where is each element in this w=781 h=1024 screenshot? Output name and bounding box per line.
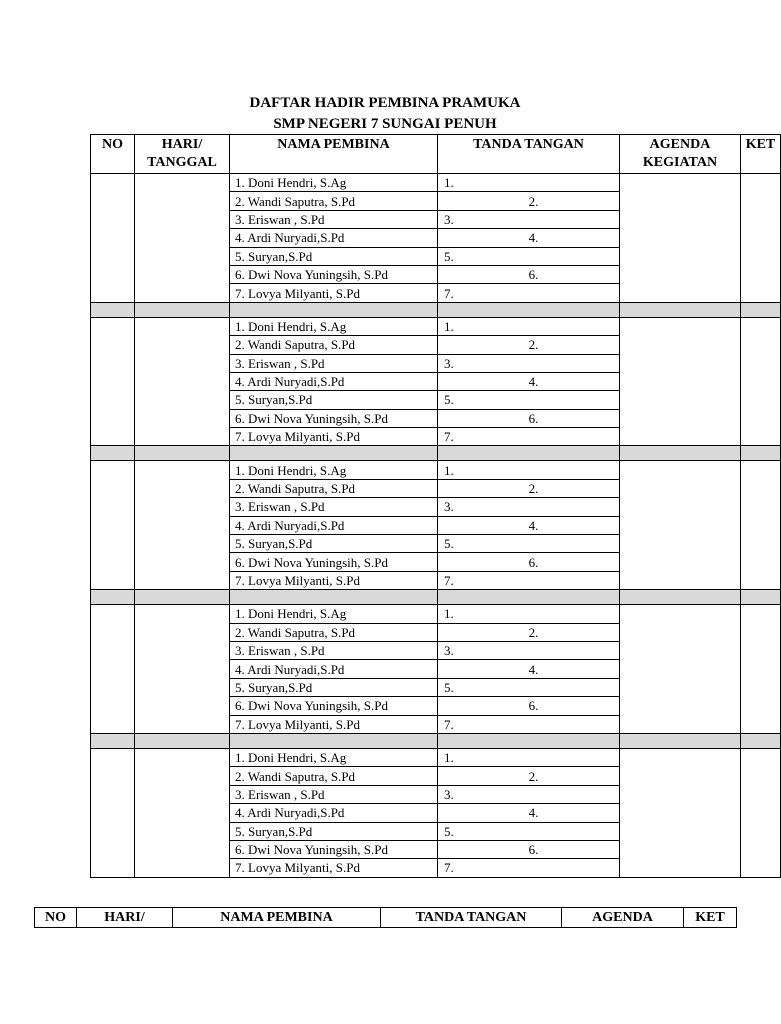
pembina-name-cell: 1. Doni Hendri, S.Ag bbox=[230, 317, 438, 335]
ket-cell[interactable] bbox=[741, 605, 781, 734]
signature-number: 4. bbox=[528, 374, 539, 390]
header-no: NO bbox=[91, 135, 135, 174]
ket-cell[interactable] bbox=[741, 174, 781, 303]
ket-cell[interactable] bbox=[741, 748, 781, 877]
signature-cell[interactable] bbox=[438, 785, 620, 803]
no-cell[interactable] bbox=[91, 605, 135, 734]
bottom-header-row bbox=[35, 908, 737, 928]
pembina-name-cell: 3. Eriswan , S.Pd bbox=[230, 498, 438, 516]
pembina-name-cell: 1. Doni Hendri, S.Ag bbox=[230, 461, 438, 479]
pembina-name-cell: 1. Doni Hendri, S.Ag bbox=[230, 748, 438, 766]
pembina-name-cell: 2. Wandi Saputra, S.Pd bbox=[230, 336, 438, 354]
signature-cell[interactable] bbox=[438, 317, 620, 335]
signature-number: 3. bbox=[444, 499, 454, 515]
header-hari-line1: HARI/ bbox=[161, 137, 203, 152]
table-row bbox=[91, 174, 781, 192]
hari-tanggal-cell[interactable] bbox=[135, 748, 230, 877]
separator-cell bbox=[91, 590, 135, 605]
signature-cell[interactable] bbox=[438, 229, 620, 247]
pembina-name-cell: 4. Ardi Nuryadi,S.Pd bbox=[230, 229, 438, 247]
separator-cell bbox=[135, 590, 230, 605]
attendance-body bbox=[91, 174, 781, 878]
pembina-name-cell: 5. Suryan,S.Pd bbox=[230, 391, 438, 409]
document-subtitle: SMP NEGERI 7 SUNGAI PENUH bbox=[273, 116, 497, 132]
signature-number: 5. bbox=[444, 392, 454, 408]
header-nama-pembina: NAMA PEMBINA bbox=[230, 135, 438, 174]
pembina-name-cell: 2. Wandi Saputra, S.Pd bbox=[230, 479, 438, 497]
hari-tanggal-cell[interactable] bbox=[135, 461, 230, 590]
pembina-name-cell: 3. Eriswan , S.Pd bbox=[230, 354, 438, 372]
signature-cell[interactable] bbox=[438, 697, 620, 715]
signature-number: 4. bbox=[528, 517, 539, 533]
pembina-name-cell: 5. Suryan,S.Pd bbox=[230, 247, 438, 265]
signature-cell[interactable] bbox=[438, 372, 620, 390]
signature-number: 6. bbox=[528, 410, 539, 426]
separator-cell bbox=[438, 733, 620, 748]
pembina-name-cell: 6. Dwi Nova Yuningsih, S.Pd bbox=[230, 697, 438, 715]
signature-number: 4. bbox=[528, 805, 539, 821]
signature-number: 2. bbox=[528, 337, 539, 353]
signature-cell[interactable] bbox=[438, 748, 620, 766]
pembina-name-cell: 3. Eriswan , S.Pd bbox=[230, 210, 438, 228]
signature-number: 4. bbox=[528, 661, 539, 677]
signature-number: 7. bbox=[444, 716, 454, 732]
pembina-name-cell: 6. Dwi Nova Yuningsih, S.Pd bbox=[230, 265, 438, 283]
bottom-header-tanda-tangan: TANDA TANGAN bbox=[381, 908, 562, 928]
signature-cell[interactable] bbox=[438, 336, 620, 354]
signature-number: 3. bbox=[444, 786, 454, 802]
separator-cell bbox=[91, 302, 135, 317]
bottom-header-hari: HARI/ bbox=[77, 908, 173, 928]
agenda-kegiatan-cell[interactable] bbox=[620, 461, 741, 590]
pembina-name-cell: 6. Dwi Nova Yuningsih, S.Pd bbox=[230, 409, 438, 427]
signature-cell[interactable] bbox=[438, 605, 620, 623]
separator-cell bbox=[620, 302, 741, 317]
pembina-name-cell: 2. Wandi Saputra, S.Pd bbox=[230, 767, 438, 785]
signature-number: 4. bbox=[528, 230, 539, 246]
pembina-name-cell: 2. Wandi Saputra, S.Pd bbox=[230, 623, 438, 641]
signature-cell[interactable] bbox=[438, 210, 620, 228]
signature-number: 6. bbox=[528, 554, 539, 570]
separator-cell bbox=[230, 733, 438, 748]
pembina-name-cell: 4. Ardi Nuryadi,S.Pd bbox=[230, 660, 438, 678]
pembina-name-cell: 3. Eriswan , S.Pd bbox=[230, 641, 438, 659]
separator-cell bbox=[438, 446, 620, 461]
signature-number: 2. bbox=[528, 624, 539, 640]
separator-cell bbox=[91, 446, 135, 461]
separator-cell bbox=[230, 446, 438, 461]
signature-number: 1. bbox=[444, 750, 454, 766]
separator-cell bbox=[135, 446, 230, 461]
signature-number: 7. bbox=[444, 860, 454, 876]
signature-cell[interactable] bbox=[438, 428, 620, 446]
separator-cell bbox=[620, 733, 741, 748]
no-cell[interactable] bbox=[91, 174, 135, 303]
signature-number: 3. bbox=[444, 643, 454, 659]
signature-number: 1. bbox=[444, 318, 454, 334]
signature-number: 5. bbox=[444, 823, 454, 839]
agenda-kegiatan-cell[interactable] bbox=[620, 748, 741, 877]
separator-cell bbox=[438, 590, 620, 605]
table-header-row bbox=[91, 135, 781, 174]
pembina-name-cell: 4. Ardi Nuryadi,S.Pd bbox=[230, 804, 438, 822]
signature-number: 2. bbox=[528, 481, 539, 497]
signature-number: 2. bbox=[528, 768, 539, 784]
pembina-name-cell: 5. Suryan,S.Pd bbox=[230, 822, 438, 840]
signature-cell[interactable] bbox=[438, 571, 620, 589]
bottom-header-no: NO bbox=[35, 908, 77, 928]
agenda-kegiatan-cell[interactable] bbox=[620, 605, 741, 734]
separator-cell bbox=[620, 446, 741, 461]
bottom-header-nama-pembina: NAMA PEMBINA bbox=[173, 908, 381, 928]
hari-tanggal-cell[interactable] bbox=[135, 317, 230, 446]
pembina-name-cell: 5. Suryan,S.Pd bbox=[230, 535, 438, 553]
signature-number: 6. bbox=[528, 842, 539, 858]
signature-cell[interactable] bbox=[438, 516, 620, 534]
signature-cell[interactable] bbox=[438, 715, 620, 733]
signature-cell[interactable] bbox=[438, 678, 620, 696]
header-tanda-tangan: TANDA TANGAN bbox=[438, 135, 620, 174]
header-ket: KET bbox=[741, 135, 781, 174]
pembina-name-cell: 6. Dwi Nova Yuningsih, S.Pd bbox=[230, 553, 438, 571]
separator-cell bbox=[620, 590, 741, 605]
signature-number: 1. bbox=[444, 462, 454, 478]
signature-cell[interactable] bbox=[438, 247, 620, 265]
signature-number: 5. bbox=[444, 679, 454, 695]
header-agenda-line1: AGENDA bbox=[649, 137, 711, 152]
signature-cell[interactable] bbox=[438, 409, 620, 427]
signature-number: 5. bbox=[444, 536, 454, 552]
bottom-header-agenda: AGENDA bbox=[562, 908, 684, 928]
signature-cell[interactable] bbox=[438, 660, 620, 678]
separator-cell bbox=[741, 590, 781, 605]
bottom-table-header bbox=[34, 907, 737, 928]
signature-cell[interactable] bbox=[438, 391, 620, 409]
agenda-kegiatan-cell[interactable] bbox=[620, 174, 741, 303]
separator-cell bbox=[741, 446, 781, 461]
no-cell[interactable] bbox=[91, 317, 135, 446]
signature-number: 7. bbox=[444, 285, 454, 301]
signature-cell[interactable] bbox=[438, 822, 620, 840]
signature-cell[interactable] bbox=[438, 641, 620, 659]
signature-number: 1. bbox=[444, 606, 454, 622]
no-cell[interactable] bbox=[91, 461, 135, 590]
header-hari-tanggal bbox=[135, 135, 230, 174]
header-agenda-line2: KEGIATAN bbox=[642, 155, 718, 170]
pembina-name-cell: 7. Lovya Milyanti, S.Pd bbox=[230, 284, 438, 302]
separator-cell bbox=[230, 302, 438, 317]
signature-cell[interactable] bbox=[438, 192, 620, 210]
no-cell[interactable] bbox=[91, 748, 135, 877]
signature-number: 1. bbox=[444, 175, 454, 191]
pembina-name-cell: 6. Dwi Nova Yuningsih, S.Pd bbox=[230, 840, 438, 858]
separator-cell bbox=[438, 302, 620, 317]
signature-number: 3. bbox=[444, 355, 454, 371]
signature-cell[interactable] bbox=[438, 354, 620, 372]
table-row bbox=[91, 461, 781, 479]
pembina-name-cell: 1. Doni Hendri, S.Ag bbox=[230, 174, 438, 192]
ket-cell[interactable] bbox=[741, 461, 781, 590]
separator-cell bbox=[230, 590, 438, 605]
pembina-name-cell: 7. Lovya Milyanti, S.Pd bbox=[230, 859, 438, 877]
separator-cell bbox=[741, 733, 781, 748]
signature-cell[interactable] bbox=[438, 804, 620, 822]
separator-row bbox=[91, 733, 781, 748]
signature-number: 5. bbox=[444, 248, 454, 264]
signature-cell[interactable] bbox=[438, 479, 620, 497]
separator-row bbox=[91, 302, 781, 317]
signature-number: 2. bbox=[528, 193, 539, 209]
signature-cell[interactable] bbox=[438, 623, 620, 641]
pembina-name-cell: 4. Ardi Nuryadi,S.Pd bbox=[230, 372, 438, 390]
signature-cell[interactable] bbox=[438, 284, 620, 302]
signature-number: 6. bbox=[528, 267, 539, 283]
document-title: DAFTAR HADIR PEMBINA PRAMUKA bbox=[249, 95, 521, 111]
table-row bbox=[91, 317, 781, 335]
hari-tanggal-cell[interactable] bbox=[135, 605, 230, 734]
signature-cell[interactable] bbox=[438, 265, 620, 283]
pembina-name-cell: 4. Ardi Nuryadi,S.Pd bbox=[230, 516, 438, 534]
pembina-name-cell: 7. Lovya Milyanti, S.Pd bbox=[230, 428, 438, 446]
signature-number: 3. bbox=[444, 211, 454, 227]
separator-cell bbox=[91, 733, 135, 748]
separator-cell bbox=[741, 302, 781, 317]
attendance-table bbox=[90, 134, 781, 878]
signature-number: 7. bbox=[444, 429, 454, 445]
signature-cell[interactable] bbox=[438, 498, 620, 516]
signature-number: 7. bbox=[444, 573, 454, 588]
pembina-name-cell: 3. Eriswan , S.Pd bbox=[230, 785, 438, 803]
table-row bbox=[91, 748, 781, 766]
pembina-name-cell: 7. Lovya Milyanti, S.Pd bbox=[230, 715, 438, 733]
ket-cell[interactable] bbox=[741, 317, 781, 446]
pembina-name-cell: 7. Lovya Milyanti, S.Pd bbox=[230, 571, 438, 589]
signature-cell[interactable] bbox=[438, 767, 620, 785]
header-agenda-kegiatan bbox=[620, 135, 741, 174]
separator-row bbox=[91, 590, 781, 605]
table-row bbox=[91, 605, 781, 623]
pembina-name-cell: 2. Wandi Saputra, S.Pd bbox=[230, 192, 438, 210]
signature-cell[interactable] bbox=[438, 840, 620, 858]
signature-cell[interactable] bbox=[438, 859, 620, 877]
bottom-header-ket: KET bbox=[684, 908, 737, 928]
separator-cell bbox=[135, 302, 230, 317]
separator-cell bbox=[135, 733, 230, 748]
pembina-name-cell: 5. Suryan,S.Pd bbox=[230, 678, 438, 696]
signature-cell[interactable] bbox=[438, 461, 620, 479]
pembina-name-cell: 1. Doni Hendri, S.Ag bbox=[230, 605, 438, 623]
separator-row bbox=[91, 446, 781, 461]
signature-number: 6. bbox=[528, 698, 539, 714]
signature-cell[interactable] bbox=[438, 174, 620, 192]
agenda-kegiatan-cell[interactable] bbox=[620, 317, 741, 446]
hari-tanggal-cell[interactable] bbox=[135, 174, 230, 303]
header-hari-line2: TANGGAL bbox=[147, 155, 217, 170]
signature-cell[interactable] bbox=[438, 535, 620, 553]
signature-cell[interactable] bbox=[438, 553, 620, 571]
